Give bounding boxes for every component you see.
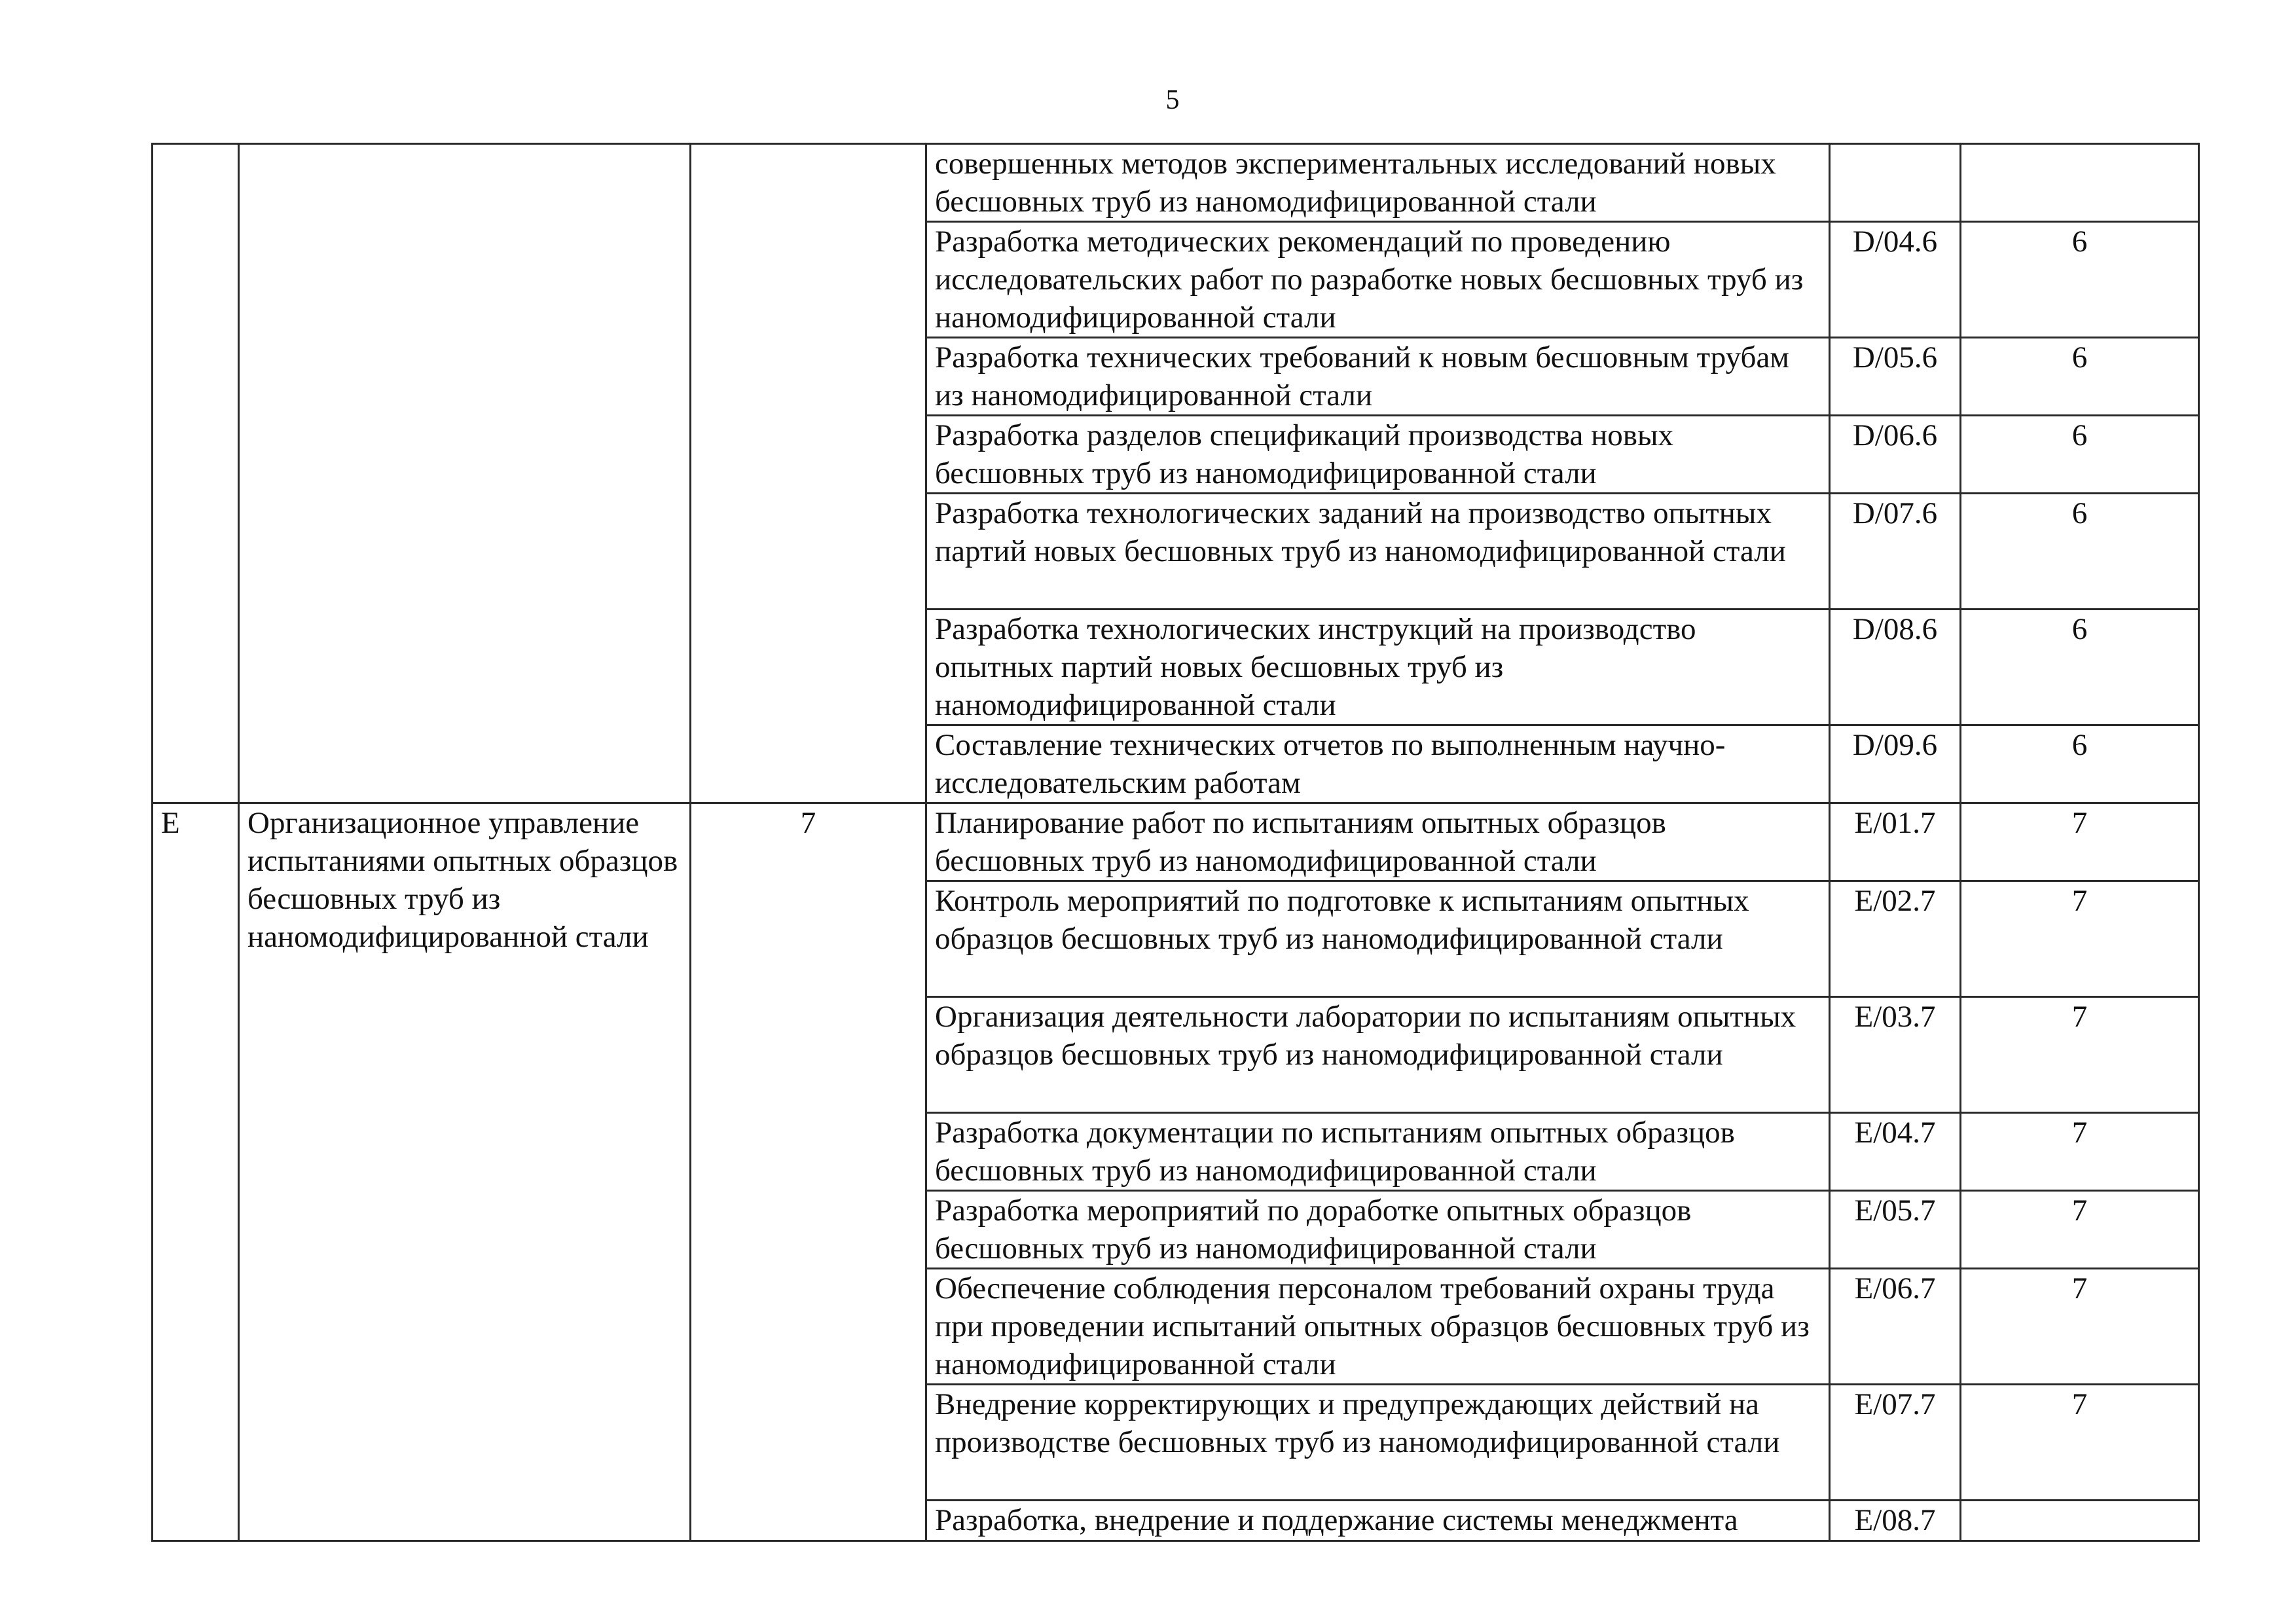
- labor-function-code: E/05.7: [1830, 1191, 1961, 1269]
- labor-function-sublevel: [1961, 144, 2199, 222]
- labor-function-sublevel: 6: [1961, 416, 2199, 494]
- labor-function-code: E/02.7: [1830, 881, 1961, 997]
- labor-function-text: совершенных методов экспериментальных исследований новых бесшовных труб из наномодифицированной стали: [926, 144, 1830, 222]
- labor-function-sublevel: 7: [1961, 1191, 2199, 1269]
- labor-function-code: [1830, 144, 1961, 222]
- labor-function-code: D/05.6: [1830, 338, 1961, 416]
- labor-function-code: D/09.6: [1830, 725, 1961, 803]
- labor-function-text: Внедрение корректирующих и предупреждающих действий на производстве бесшовных труб из наномодифицированной стали: [926, 1385, 1830, 1501]
- generalized-function-code-cell: E: [153, 803, 239, 1541]
- labor-function-code: E/04.7: [1830, 1113, 1961, 1191]
- labor-function-text: Разработка, внедрение и поддержание системы менеджмента: [926, 1501, 1830, 1541]
- labor-function-text: Составление технических отчетов по выполненным научно-исследовательским работам: [926, 725, 1830, 803]
- labor-function-sublevel: 7: [1961, 997, 2199, 1113]
- labor-function-text: Разработка мероприятий по доработке опытных образцов бесшовных труб из наномодифицированной стали: [926, 1191, 1830, 1269]
- labor-function-code: D/06.6: [1830, 416, 1961, 494]
- labor-function-sublevel: 6: [1961, 725, 2199, 803]
- labor-function-sublevel: 6: [1961, 338, 2199, 416]
- labor-function-sublevel: 7: [1961, 881, 2199, 997]
- labor-function-code: E/08.7: [1830, 1501, 1961, 1541]
- generalized-function-code-cell: [153, 144, 239, 803]
- labor-function-text: Разработка технологических заданий на производство опытных партий новых бесшовных труб из наномодифицированной стали: [926, 494, 1830, 610]
- page-number: 5: [1165, 85, 1180, 115]
- labor-function-text: Разработка документации по испытаниям опытных образцов бесшовных труб из наномодифицированной стали: [926, 1113, 1830, 1191]
- labor-function-text: Разработка технических требований к новым бесшовным трубам из наномодифицированной стали: [926, 338, 1830, 416]
- labor-function-sublevel: 7: [1961, 1385, 2199, 1501]
- labor-function-text: Обеспечение соблюдения персоналом требований охраны труда при проведении испытаний опытных образцов бесшовных труб из наномодифицированной стали: [926, 1269, 1830, 1385]
- labor-function-code: D/08.6: [1830, 610, 1961, 725]
- labor-function-sublevel: 7: [1961, 1269, 2199, 1385]
- labor-function-sublevel: 6: [1961, 222, 2199, 338]
- labor-function-code: E/01.7: [1830, 803, 1961, 881]
- labor-function-text: Разработка методических рекомендаций по проведению исследовательских работ по разработке новых бесшовных труб из наномодифицированной стали: [926, 222, 1830, 338]
- labor-function-sublevel: [1961, 1501, 2199, 1541]
- labor-function-code: E/03.7: [1830, 997, 1961, 1113]
- labor-function-text: Организация деятельности лаборатории по испытаниям опытных образцов бесшовных труб из наномодифицированной стали: [926, 997, 1830, 1113]
- generalized-function-name-cell: Организационное управление испытаниями опытных образцов бесшовных труб из наномодифицированной стали: [239, 803, 691, 1541]
- labor-function-code: E/07.7: [1830, 1385, 1961, 1501]
- labor-function-text: Контроль мероприятий по подготовке к испытаниям опытных образцов бесшовных труб из наномодифицированной стали: [926, 881, 1830, 997]
- labor-function-code: D/07.6: [1830, 494, 1961, 610]
- labor-functions-table: [151, 143, 2200, 1542]
- labor-function-text: Разработка разделов спецификаций производства новых бесшовных труб из наномодифицированной стали: [926, 416, 1830, 494]
- qualification-level-cell: 7: [691, 803, 926, 1541]
- labor-function-sublevel: 6: [1961, 610, 2199, 725]
- table-row: [153, 803, 2199, 881]
- labor-function-text: Планирование работ по испытаниям опытных образцов бесшовных труб из наномодифицированной стали: [926, 803, 1830, 881]
- labor-function-sublevel: 7: [1961, 803, 2199, 881]
- labor-function-sublevel: 7: [1961, 1113, 2199, 1191]
- labor-function-code: E/06.7: [1830, 1269, 1961, 1385]
- table-row: [153, 144, 2199, 222]
- generalized-function-name-cell: [239, 144, 691, 803]
- qualification-level-cell: [691, 144, 926, 803]
- labor-function-text: Разработка технологических инструкций на производство опытных партий новых бесшовных труб из наномодифицированной стали: [926, 610, 1830, 725]
- labor-function-sublevel: 6: [1961, 494, 2199, 610]
- labor-function-code: D/04.6: [1830, 222, 1961, 338]
